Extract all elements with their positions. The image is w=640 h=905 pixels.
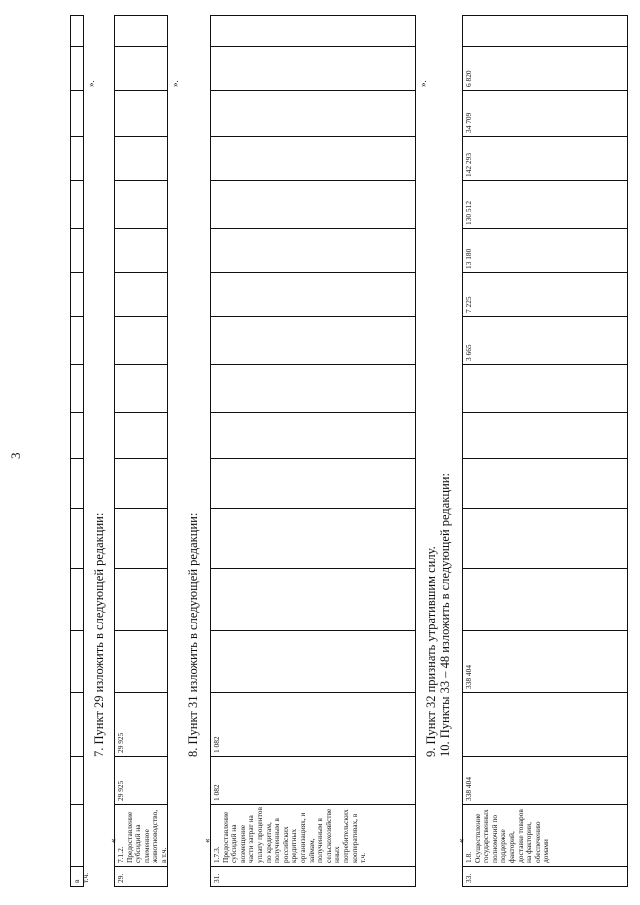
table-cell [71,756,83,804]
table-cell [71,568,83,630]
table-cell [463,90,627,136]
cell-text [211,137,213,180]
cell-text [211,413,213,458]
table-cell [71,136,83,180]
table-cell [211,568,415,630]
cell-text [211,273,213,316]
table-cell [463,228,627,272]
table-cell [115,866,167,886]
table-cell [115,458,167,508]
cell-text [211,569,213,630]
table-cell [211,508,415,568]
cell-text: 130 512 [464,200,473,225]
cell-text [115,569,117,630]
table-cell [211,136,415,180]
table-cell [463,458,627,508]
table-cell [211,630,415,692]
cell-text [115,365,117,412]
table-cell [463,508,627,568]
cell-text [71,273,73,316]
table-cell [71,46,83,90]
table-cell [115,14,167,46]
table-cell [211,14,415,46]
table-cell [211,180,415,228]
heading-7: 7. Пункт 29 изложить в следующей редакции: [92,512,106,757]
cell-text [115,14,117,46]
table-cell [463,804,627,866]
cell-text [71,181,73,228]
table-cell [115,316,167,364]
cell-text: 1 082 [212,736,221,753]
cell-text [463,693,465,756]
open-quote-31: « [202,838,212,843]
cell-text [211,317,213,364]
table-cell [463,692,627,756]
page-number: 3 [8,452,23,459]
table-cell [115,90,167,136]
cell-text [463,509,465,568]
table-cell [115,228,167,272]
cell-text: 338 404 [464,664,473,689]
cell-text: 3 665 [464,344,473,361]
cell-text: 142 293 [464,152,473,177]
table-cell [115,364,167,412]
cell-text [115,181,117,228]
cell-text [211,631,213,692]
table-cell [463,364,627,412]
cell-text: 34 709 [464,112,473,133]
table-cell [463,412,627,458]
cell-text [71,569,73,630]
table-cell [211,756,415,804]
cell-text [115,509,117,568]
open-quote-29: « [108,838,118,843]
cell-text [71,91,73,136]
table-cell [71,692,83,756]
table-cell [463,630,627,692]
heading-9: 9. Пункт 32 признать утратившим силу. [424,546,438,757]
cell-text: 6 820 [464,70,473,87]
table-cell [71,630,83,692]
cell-text [71,413,73,458]
table-cell [115,272,167,316]
table-cell [211,228,415,272]
table-cell [211,46,415,90]
table-cell [71,866,90,886]
cell-text [211,47,213,90]
table-cell [463,316,627,364]
table-cell [211,272,415,316]
table-cell [115,568,167,630]
cell-text [463,14,465,46]
table-cell [211,866,415,886]
cell-text [71,805,73,866]
table-cell [115,180,167,228]
table-cell [115,630,167,692]
cell-text [71,229,73,272]
cell-text [211,365,213,412]
cell-text: 29 925 [116,780,125,801]
cell-text [463,413,465,458]
table-cell [115,804,167,866]
table-cell [71,804,83,866]
table-cell [115,692,167,756]
cell-text [71,137,73,180]
table-cell [115,756,167,804]
table-cell [211,364,415,412]
cell-text [71,509,73,568]
cell-text [115,317,117,364]
end-quote-31: ». [418,80,428,87]
table-cell [71,364,83,412]
cell-text: 338 404 [464,776,473,801]
table-cell [211,804,415,866]
table-cell [463,46,627,90]
table-cell [71,228,83,272]
table-cell [211,316,415,364]
cell-text: 29 925 [116,732,125,753]
cell-text [71,14,73,46]
cell-text [211,91,213,136]
open-quote-33: « [456,838,466,843]
table-cell [463,866,627,886]
table-cell [115,412,167,458]
cell-text [211,459,213,508]
cell-text [115,631,117,692]
cell-text: 33. [464,873,473,883]
cell-text [115,413,117,458]
table-row-33 [462,15,628,887]
cell-text [115,47,117,90]
cell-text: 13 180 [464,248,473,269]
table-cell [115,508,167,568]
heading-8: 8. Пункт 31 изложить в следующей редакции: [186,512,200,757]
table-cell [71,90,83,136]
cell-text: в т.ч. [72,872,90,883]
table-cell [71,412,83,458]
table-cell [463,180,627,228]
table-cell [71,316,83,364]
cell-text [211,14,213,46]
table-cell [211,458,415,508]
cell-text [71,365,73,412]
cell-text [115,459,117,508]
cell-text [463,459,465,508]
cell-text [71,693,73,756]
cell-text [71,757,73,804]
cell-text [71,317,73,364]
end-quote-top: ». [86,80,96,87]
cell-text [115,91,117,136]
table-cell [463,136,627,180]
table-cell [71,180,83,228]
table-cell [211,90,415,136]
cell-text [463,569,465,630]
cell-text [115,273,117,316]
cell-text [115,229,117,272]
cell-text [211,229,213,272]
cell-text: 1.7.3. Предоставление субсидий на возмещение части затрат на уплату процентов по кредитам, полученным в российских кредитных организациях, и займам, полученным в сельскохозяйственных потребительских кооперативах, в т.ч. [212,807,368,863]
cell-text [211,509,213,568]
table-cell [211,412,415,458]
table-cell [71,458,83,508]
cell-text: 31. [212,873,221,883]
cell-text [71,631,73,692]
table-cell [115,46,167,90]
table-cell [463,272,627,316]
table-cell [115,136,167,180]
table-cell [71,508,83,568]
table-cell [463,756,627,804]
cell-text [463,365,465,412]
cell-text: 1.8. Осуществление государственных полномочий по поддержке факторий, доставке товаров на фактории, обеспечению домами [464,809,551,863]
table-row-31 [210,15,416,887]
table-cell [71,272,83,316]
cell-text: 7.1.2. Предоставление субсидий на племенное животноводство, в т.ч. [116,809,168,863]
cell-text: 1 082 [212,784,221,801]
table-cell [211,692,415,756]
table-top-fragment [70,15,90,887]
cell-text: 7 225 [464,296,473,313]
table-cell [71,14,83,46]
cell-text [71,47,73,90]
cell-text: 29. [116,873,125,883]
table-cell [463,14,627,46]
cell-text [115,137,117,180]
table-cell [463,568,627,630]
cell-text [211,181,213,228]
heading-10: 10. Пункты 33 – 48 изложить в следующей редакции: [438,473,452,757]
table-row-29 [114,15,168,887]
end-quote-29: ». [170,80,180,87]
cell-text [71,459,73,508]
